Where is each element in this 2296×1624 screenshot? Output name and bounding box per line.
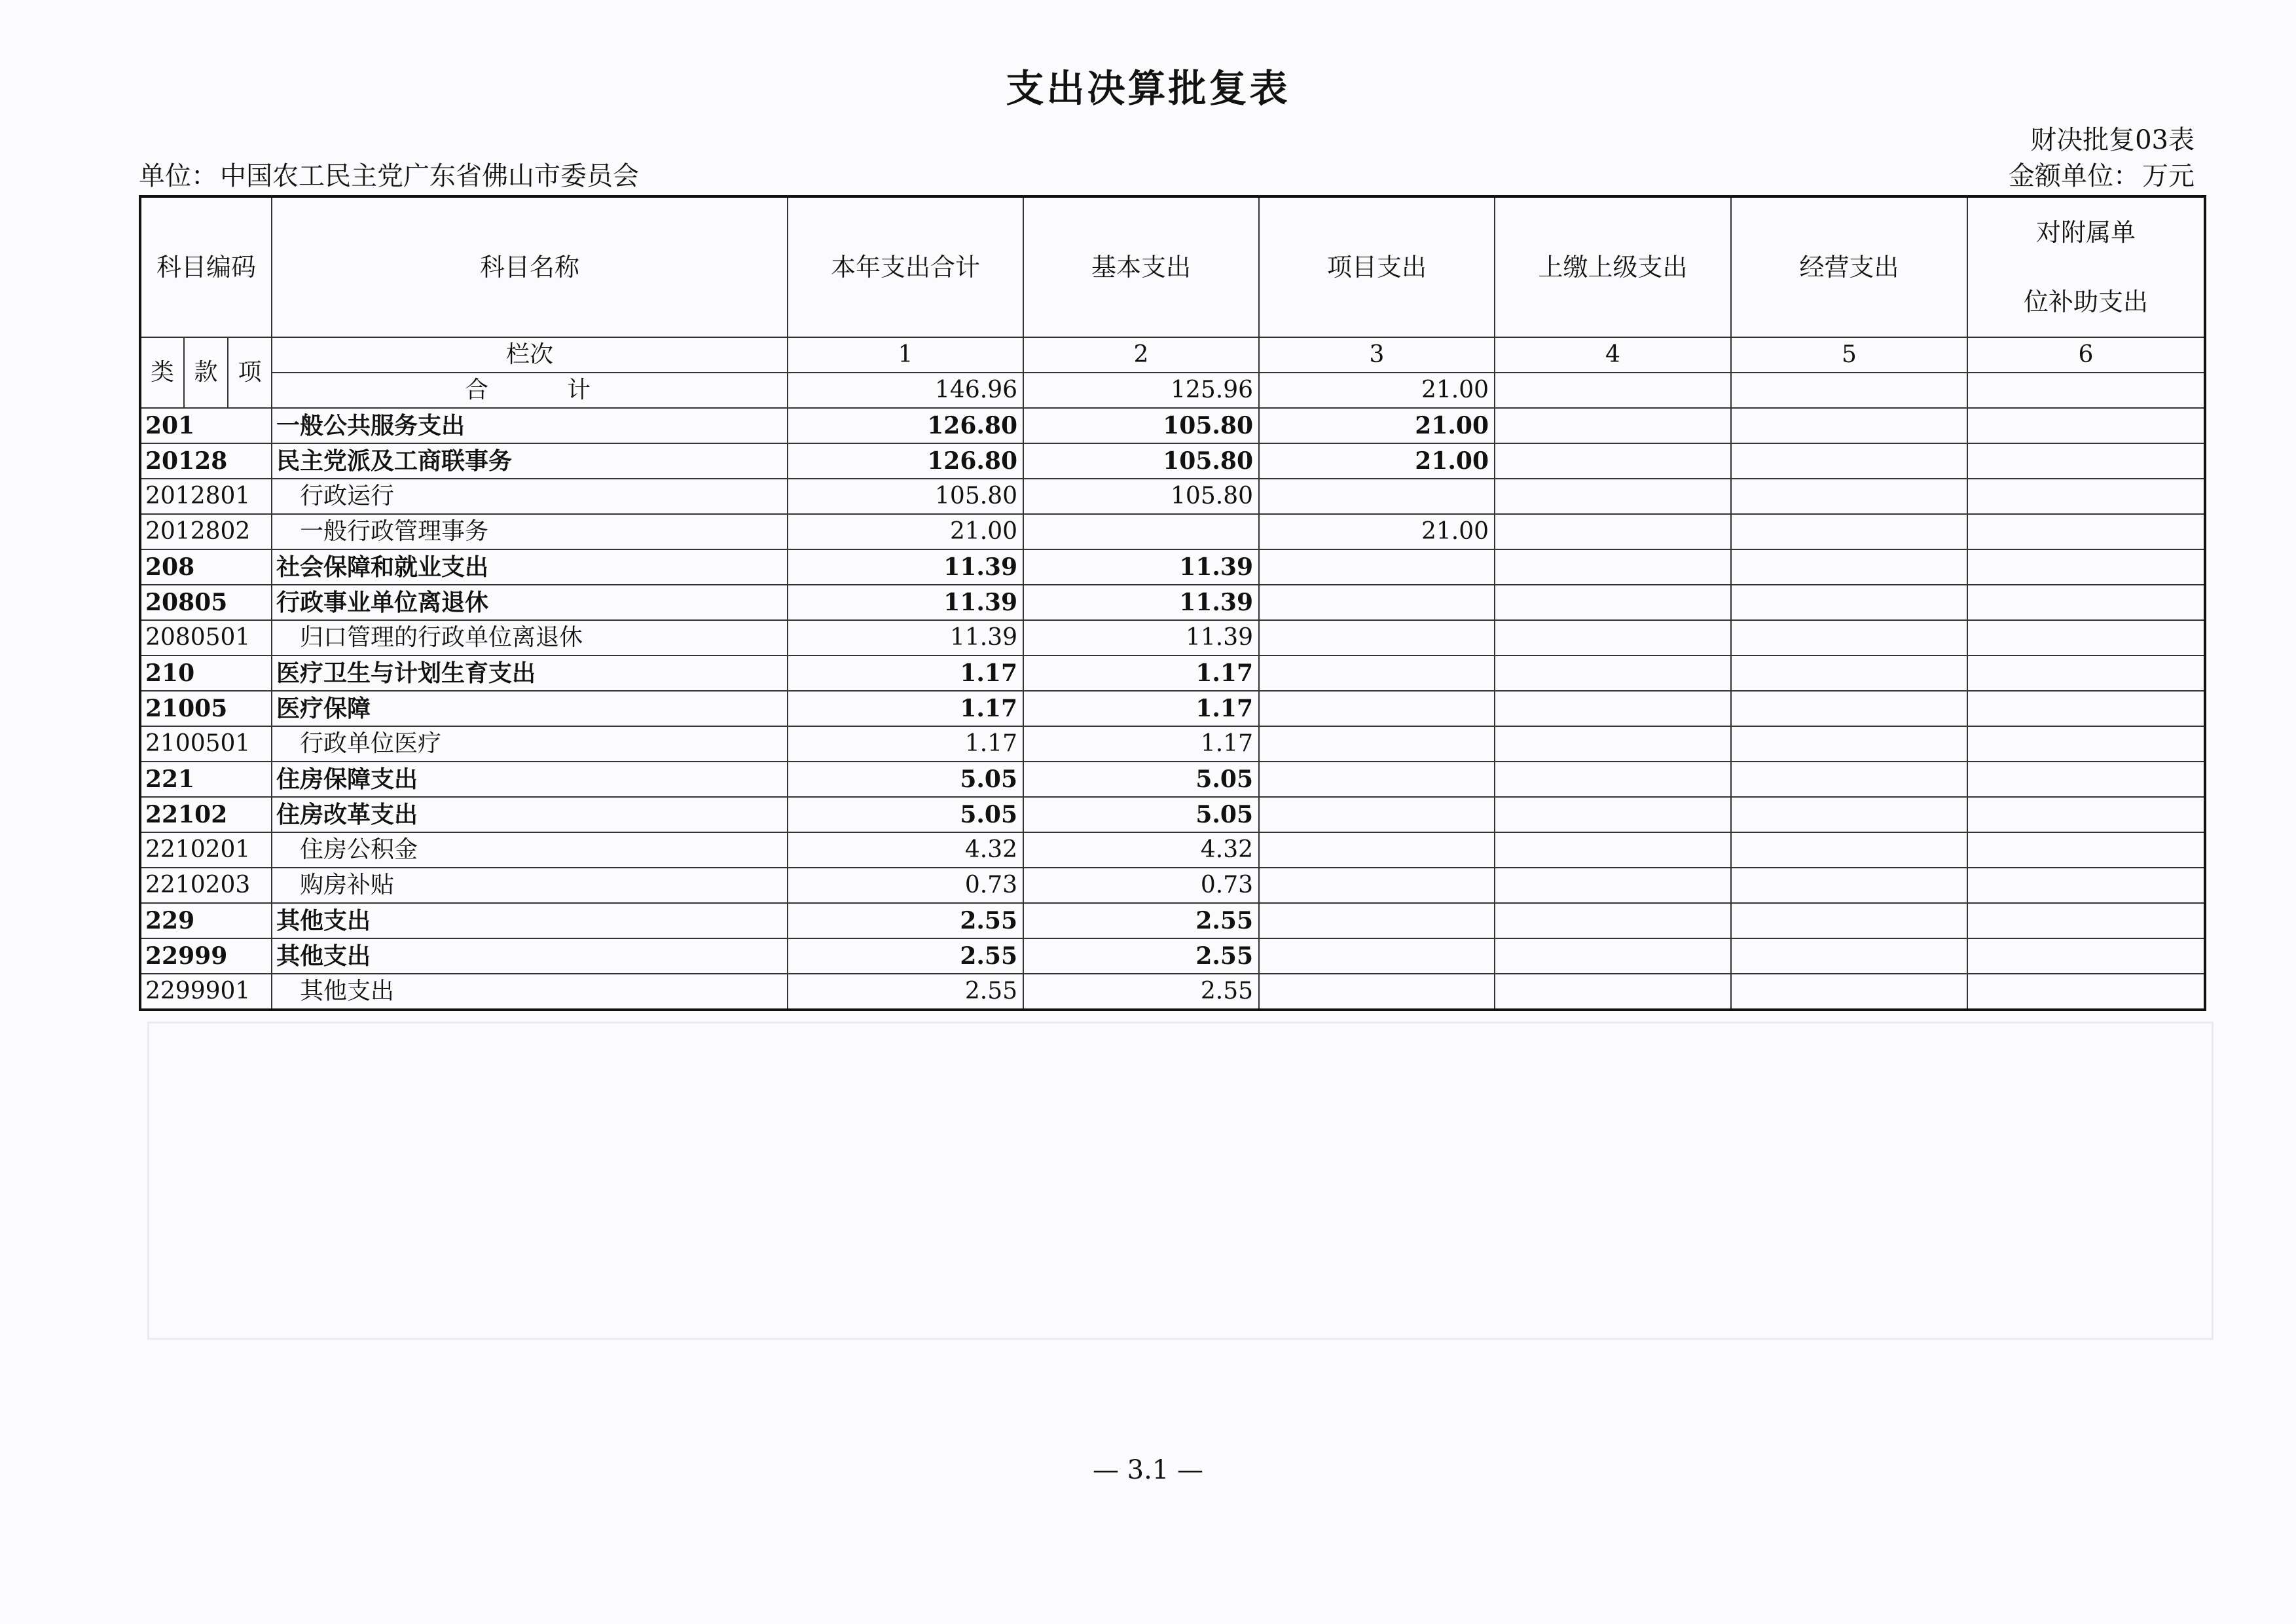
row-project: 21.00 <box>1259 443 1495 479</box>
currency-label: 金额单位： <box>2009 161 2140 191</box>
row-total: 5.05 <box>788 762 1023 797</box>
row-basic: 105.80 <box>1023 408 1259 443</box>
row-code: 201 <box>140 408 272 443</box>
row-project <box>1259 655 1495 691</box>
row-basic: 1.17 <box>1023 691 1259 726</box>
col-header-project: 项目支出 <box>1259 196 1495 337</box>
row-total: 11.39 <box>788 549 1023 585</box>
unit-label: 单位： <box>139 161 217 191</box>
expenditure-table <box>139 195 2206 1011</box>
row-name: 医疗卫生与计划生育支出 <box>272 655 788 691</box>
table-row <box>140 620 2205 655</box>
row-total: 1.17 <box>788 655 1023 691</box>
col-header-lei: 类 <box>140 337 184 408</box>
row-basic: 4.32 <box>1023 832 1259 868</box>
total-c1: 146.96 <box>788 373 1023 408</box>
row-code: 2210203 <box>140 868 272 903</box>
row-total: 1.17 <box>788 726 1023 762</box>
row-business <box>1731 797 1967 832</box>
col-header-remit: 上缴上级支出 <box>1495 196 1731 337</box>
table-row <box>140 479 2205 514</box>
row-project: 21.00 <box>1259 408 1495 443</box>
row-code: 2012801 <box>140 479 272 514</box>
row-code: 208 <box>140 549 272 585</box>
page-number: — 3.1 — <box>1092 1455 1204 1485</box>
row-remit <box>1495 620 1731 655</box>
row-subsidy <box>1967 479 2205 514</box>
row-total: 1.17 <box>788 691 1023 726</box>
row-remit <box>1495 549 1731 585</box>
row-total: 2.55 <box>788 974 1023 1010</box>
col-number-6: 6 <box>1967 337 2205 373</box>
row-project <box>1259 620 1495 655</box>
table-row <box>140 903 2205 938</box>
row-subsidy <box>1967 408 2205 443</box>
row-business <box>1731 691 1967 726</box>
row-project <box>1259 479 1495 514</box>
row-subsidy <box>1967 620 2205 655</box>
col-header-subsidy-line2: 位补助支出 <box>2023 287 2148 316</box>
row-remit <box>1495 762 1731 797</box>
row-basic: 11.39 <box>1023 549 1259 585</box>
row-subsidy <box>1967 443 2205 479</box>
col-header-basic: 基本支出 <box>1023 196 1259 337</box>
col-header-code: 科目编码 <box>140 196 272 337</box>
row-code: 2210201 <box>140 832 272 868</box>
row-total: 126.80 <box>788 408 1023 443</box>
row-subsidy <box>1967 938 2205 974</box>
row-remit <box>1495 938 1731 974</box>
row-remit <box>1495 797 1731 832</box>
table-row <box>140 832 2205 868</box>
row-business <box>1731 868 1967 903</box>
row-remit <box>1495 514 1731 549</box>
row-total: 2.55 <box>788 938 1023 974</box>
total-label: 合计 <box>272 373 788 408</box>
table-row <box>140 797 2205 832</box>
row-code: 210 <box>140 655 272 691</box>
row-business <box>1731 408 1967 443</box>
row-basic: 0.73 <box>1023 868 1259 903</box>
row-name: 民主党派及工商联事务 <box>272 443 788 479</box>
row-subsidy <box>1967 797 2205 832</box>
row-subsidy <box>1967 514 2205 549</box>
row-total: 0.73 <box>788 868 1023 903</box>
row-subsidy <box>1967 974 2205 1010</box>
row-name: 住房公积金 <box>272 832 788 868</box>
row-remit <box>1495 974 1731 1010</box>
row-project <box>1259 903 1495 938</box>
row-total: 5.05 <box>788 797 1023 832</box>
table-row <box>140 762 2205 797</box>
row-business <box>1731 443 1967 479</box>
row-business <box>1731 585 1967 620</box>
row-basic: 11.39 <box>1023 585 1259 620</box>
row-project <box>1259 974 1495 1010</box>
bleed-through-shadow <box>147 1022 2214 1340</box>
row-remit <box>1495 655 1731 691</box>
total-c5 <box>1731 373 1967 408</box>
row-subsidy <box>1967 832 2205 868</box>
row-code: 2012802 <box>140 514 272 549</box>
row-business <box>1731 549 1967 585</box>
row-code: 221 <box>140 762 272 797</box>
row-basic: 1.17 <box>1023 726 1259 762</box>
page-title: 支出决算批复表 <box>1006 66 1290 111</box>
row-business <box>1731 514 1967 549</box>
row-basic <box>1023 514 1259 549</box>
row-name: 其他支出 <box>272 938 788 974</box>
row-basic: 11.39 <box>1023 620 1259 655</box>
header-row <box>140 196 2205 337</box>
table-row <box>140 691 2205 726</box>
row-name: 行政单位医疗 <box>272 726 788 762</box>
row-business <box>1731 938 1967 974</box>
row-code: 20805 <box>140 585 272 620</box>
total-row <box>140 373 2205 408</box>
row-remit <box>1495 903 1731 938</box>
col-header-lanci: 栏次 <box>272 337 788 373</box>
row-remit <box>1495 868 1731 903</box>
row-code: 2080501 <box>140 620 272 655</box>
row-name: 行政事业单位离退休 <box>272 585 788 620</box>
row-total: 21.00 <box>788 514 1023 549</box>
row-name: 其他支出 <box>272 974 788 1010</box>
row-name: 医疗保障 <box>272 691 788 726</box>
table-row <box>140 585 2205 620</box>
row-basic: 5.05 <box>1023 762 1259 797</box>
row-name: 其他支出 <box>272 903 788 938</box>
row-project <box>1259 832 1495 868</box>
row-business <box>1731 479 1967 514</box>
currency-unit-line <box>2009 155 2195 193</box>
col-number-5: 5 <box>1731 337 1967 373</box>
row-basic: 105.80 <box>1023 443 1259 479</box>
table-row <box>140 655 2205 691</box>
table-row <box>140 938 2205 974</box>
table-row <box>140 726 2205 762</box>
col-header-xiang: 项 <box>228 337 272 408</box>
currency-value: 万元 <box>2142 161 2195 191</box>
row-business <box>1731 832 1967 868</box>
row-name: 一般公共服务支出 <box>272 408 788 443</box>
col-header-total: 本年支出合计 <box>788 196 1023 337</box>
row-basic: 2.55 <box>1023 903 1259 938</box>
total-c2: 125.96 <box>1023 373 1259 408</box>
row-remit <box>1495 691 1731 726</box>
row-subsidy <box>1967 726 2205 762</box>
row-total: 11.39 <box>788 620 1023 655</box>
row-business <box>1731 726 1967 762</box>
total-c6 <box>1967 373 2205 408</box>
row-basic: 2.55 <box>1023 938 1259 974</box>
row-business <box>1731 655 1967 691</box>
row-subsidy <box>1967 655 2205 691</box>
row-remit <box>1495 443 1731 479</box>
table-row <box>140 514 2205 549</box>
row-subsidy <box>1967 762 2205 797</box>
row-code: 22999 <box>140 938 272 974</box>
row-total: 105.80 <box>788 479 1023 514</box>
col-header-subsidy <box>1967 196 2205 337</box>
row-name: 归口管理的行政单位离退休 <box>272 620 788 655</box>
table-row <box>140 443 2205 479</box>
row-total: 126.80 <box>788 443 1023 479</box>
row-subsidy <box>1967 549 2205 585</box>
row-project <box>1259 691 1495 726</box>
row-total: 4.32 <box>788 832 1023 868</box>
table-row <box>140 549 2205 585</box>
row-business <box>1731 620 1967 655</box>
column-number-row <box>140 337 2205 373</box>
unit-name: 中国农工民主党广东省佛山市委员会 <box>220 161 639 191</box>
row-basic: 1.17 <box>1023 655 1259 691</box>
row-project <box>1259 938 1495 974</box>
row-code: 20128 <box>140 443 272 479</box>
row-code: 2100501 <box>140 726 272 762</box>
row-basic: 2.55 <box>1023 974 1259 1010</box>
col-header-subsidy-line1: 对附属单 <box>2035 218 2136 247</box>
row-business <box>1731 762 1967 797</box>
col-header-name: 科目名称 <box>272 196 788 337</box>
row-name: 一般行政管理事务 <box>272 514 788 549</box>
col-number-4: 4 <box>1495 337 1731 373</box>
row-remit <box>1495 726 1731 762</box>
col-number-2: 2 <box>1023 337 1259 373</box>
table-row <box>140 974 2205 1010</box>
row-name: 住房保障支出 <box>272 762 788 797</box>
row-remit <box>1495 408 1731 443</box>
row-remit <box>1495 585 1731 620</box>
row-name: 行政运行 <box>272 479 788 514</box>
form-number: 财决批复03表 <box>2030 125 2195 155</box>
row-project <box>1259 549 1495 585</box>
row-name: 购房补贴 <box>272 868 788 903</box>
total-c3: 21.00 <box>1259 373 1495 408</box>
row-basic: 5.05 <box>1023 797 1259 832</box>
row-business <box>1731 903 1967 938</box>
row-business <box>1731 974 1967 1010</box>
row-subsidy <box>1967 691 2205 726</box>
row-code: 229 <box>140 903 272 938</box>
row-project <box>1259 726 1495 762</box>
table-row <box>140 868 2205 903</box>
row-code: 22102 <box>140 797 272 832</box>
table-row <box>140 408 2205 443</box>
total-c4 <box>1495 373 1731 408</box>
row-project <box>1259 762 1495 797</box>
col-header-business: 经营支出 <box>1731 196 1967 337</box>
row-code: 21005 <box>140 691 272 726</box>
row-subsidy <box>1967 903 2205 938</box>
unit-line <box>139 155 639 193</box>
row-total: 11.39 <box>788 585 1023 620</box>
row-name: 住房改革支出 <box>272 797 788 832</box>
col-number-3: 3 <box>1259 337 1495 373</box>
row-project <box>1259 797 1495 832</box>
row-total: 2.55 <box>788 903 1023 938</box>
row-project: 21.00 <box>1259 514 1495 549</box>
row-subsidy <box>1967 868 2205 903</box>
col-header-kuan: 款 <box>184 337 228 408</box>
row-name: 社会保障和就业支出 <box>272 549 788 585</box>
row-code: 2299901 <box>140 974 272 1010</box>
row-subsidy <box>1967 585 2205 620</box>
row-remit <box>1495 832 1731 868</box>
col-number-1: 1 <box>788 337 1023 373</box>
row-project <box>1259 868 1495 903</box>
row-basic: 105.80 <box>1023 479 1259 514</box>
row-project <box>1259 585 1495 620</box>
row-remit <box>1495 479 1731 514</box>
